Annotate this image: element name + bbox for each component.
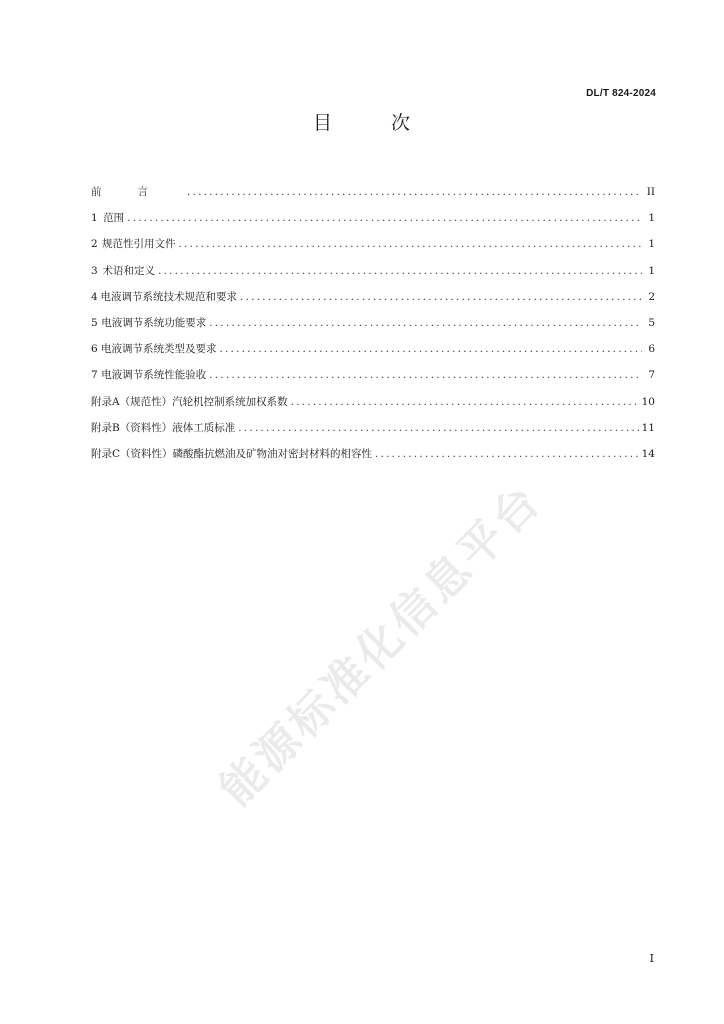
toc-leader-dots (209, 367, 642, 383)
toc-entry-page: 7 (648, 369, 655, 382)
toc-entry-number: 1 (91, 212, 98, 225)
toc-entry-number: 7 (91, 369, 98, 382)
toc-entry-title: 电液调节系统功能要求 (101, 316, 207, 329)
toc-entry-title: 术语和定义 (102, 264, 155, 277)
standard-code: DL/T 824-2024 (586, 88, 656, 99)
toc-leader-dots (178, 236, 642, 252)
toc-entry-title: 电液调节系统类型及要求 (100, 343, 217, 356)
toc-entry-number: 5 (91, 316, 98, 329)
table-of-contents (91, 184, 655, 472)
toc-entry-title: 规范性引用文件 (101, 238, 176, 251)
toc-entry-appendix-b[interactable] (91, 420, 655, 446)
toc-entry-normative-references[interactable] (91, 236, 655, 262)
toc-entry-title: 附录A（规范性）汽轮机控制系统加权系数 (91, 395, 288, 408)
toc-leader-dots (291, 394, 639, 410)
page-title (0, 108, 724, 135)
toc-entry-number: 6 (91, 343, 98, 356)
page-number: I (649, 952, 654, 965)
toc-entry-appendix-c[interactable] (91, 446, 655, 472)
toc-leader-dots (187, 184, 642, 200)
toc-leader-dots (375, 446, 639, 462)
toc-entry-system-types[interactable] (91, 341, 655, 367)
toc-entry-title: 前言 (91, 186, 184, 198)
toc-leader-dots (238, 420, 638, 436)
toc-entry-page: 6 (648, 343, 655, 356)
watermark-text: 能源标准化信息平台 (210, 474, 552, 816)
toc-entry-page: II (646, 186, 655, 198)
page-title-char-2: 次 (391, 112, 412, 134)
toc-entry-terms-definitions[interactable] (91, 263, 655, 289)
toc-entry-number: 2 (91, 238, 98, 251)
toc-entry-number: 4 (91, 290, 98, 303)
toc-entry-page: 2 (648, 290, 655, 303)
toc-entry-page: 1 (648, 212, 655, 225)
toc-entry-page: 1 (648, 238, 655, 251)
toc-leader-dots (219, 341, 642, 357)
toc-entry-page: 5 (648, 316, 655, 329)
toc-entry-performance-acceptance[interactable] (91, 367, 655, 393)
toc-entry-title: 电液调节系统性能验收 (101, 369, 207, 382)
toc-entry-scope[interactable] (91, 210, 655, 236)
toc-entry-title: 范围 (103, 212, 125, 225)
toc-leader-dots (240, 289, 642, 305)
toc-entry-number: 3 (91, 264, 98, 277)
toc-entry-title: 附录B（资料性）液体工质标准 (91, 421, 236, 434)
toc-entry-functional-requirements[interactable] (91, 315, 655, 341)
toc-entry-page: 10 (641, 395, 655, 408)
toc-entry-foreword[interactable] (91, 184, 655, 210)
toc-entry-appendix-a[interactable] (91, 394, 655, 420)
toc-entry-technical-spec[interactable] (91, 289, 655, 315)
toc-entry-page: 14 (641, 447, 655, 460)
toc-entry-title: 电液调节系统技术规范和要求 (100, 290, 237, 303)
toc-leader-dots (127, 210, 642, 226)
toc-entry-page: 1 (648, 264, 655, 277)
toc-leader-dots (158, 263, 642, 279)
toc-entry-page: 11 (641, 421, 655, 434)
toc-leader-dots (209, 315, 642, 331)
toc-entry-title: 附录C（资料性）磷酸酯抗燃油及矿物油对密封材料的相容性 (91, 447, 373, 460)
page-title-char-1: 目 (312, 112, 333, 134)
